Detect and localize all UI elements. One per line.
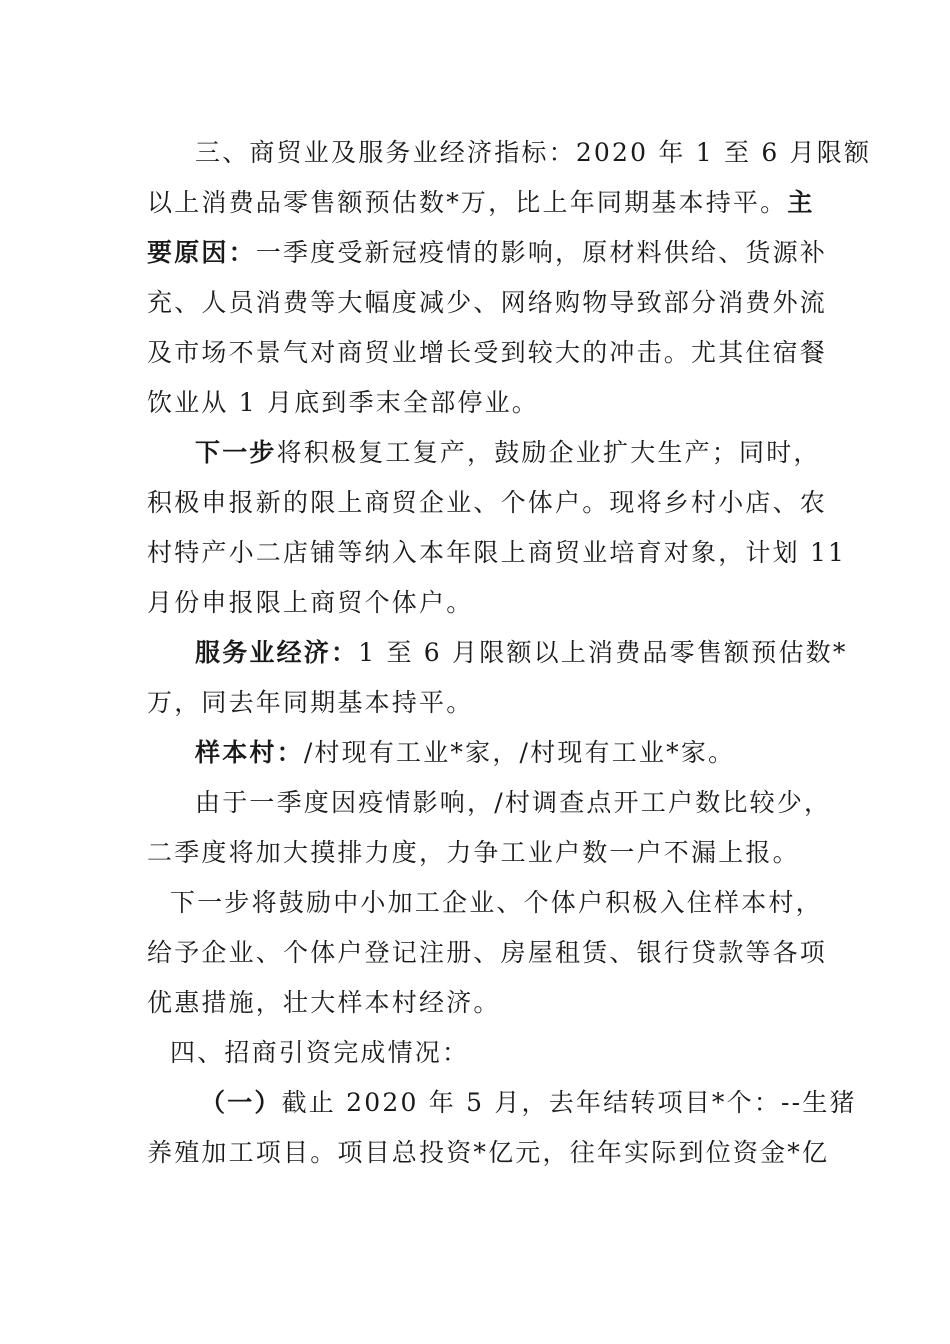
paragraph-line: 月份申报限上商贸个体户。 (147, 588, 474, 617)
bold-span: 服务业经济： (195, 638, 359, 667)
section-heading: 三、商贸业及服务业经济指标： (195, 138, 576, 167)
paragraph-line: 给予企业、个体户登记注册、房屋租赁、银行贷款等各项 (147, 938, 828, 967)
paragraph-line: 二季度将加大摸排力度，力争工业户数一户不漏上报。 (147, 838, 800, 867)
bold-span: 要原因： (147, 238, 256, 267)
section-heading: 四、招商引资完成情况： (170, 1038, 470, 1067)
paragraph-line (195, 136, 871, 170)
paragraph-line: 充、人员消费等大幅度减少、网络购物导致部分消费外流 (147, 288, 828, 317)
paragraph-line (147, 186, 815, 220)
paragraph-line: 由于一季度因疫情影响，/村调查点开工户数比较少， (195, 788, 832, 817)
paragraph-line (200, 1086, 857, 1120)
bold-span: 下一步 (195, 438, 277, 467)
paragraph-line: 积极申报新的限上商贸企业、个体户。现将乡村小店、农 (147, 488, 828, 517)
paragraph-line: 万，同去年同期基本持平。 (147, 688, 474, 717)
paragraph-line: 养殖加工项目。项目总投资*亿元，往年实际到位资金*亿 (147, 1138, 830, 1167)
paragraph-line (195, 636, 848, 670)
text-span: 截止 2020 年 5 月，去年结转项目*个：--生猪 (281, 1088, 857, 1117)
text-span: 2020 年 1 至 6 月限额 (575, 138, 872, 167)
text-span: 以上消费品零售额预估数*万，比上年同期基本持平。 (147, 188, 788, 217)
bold-span: 样本村： (195, 738, 304, 767)
paragraph-line: 村特产小二店铺等纳入本年限上商贸业培育对象，计划 11 (147, 538, 847, 567)
text-span: /村现有工业*家，/村现有工业*家。 (303, 738, 736, 767)
paragraph-line: 及市场不景气对商贸业增长受到较大的冲击。尤其住宿餐 (147, 338, 828, 367)
paragraph-line: 饮业从 1 月底到季末全部停业。 (147, 388, 540, 417)
paragraph-line: 下一步将鼓励中小加工企业、个体户积极入住样本村， (170, 888, 823, 917)
text-span: 将积极复工复产，鼓励企业扩大生产；同时， (276, 438, 821, 467)
paragraph-line: 优惠措施，壮大样本村经济。 (147, 988, 501, 1017)
paragraph-line (195, 436, 821, 470)
paragraph-line (147, 236, 827, 270)
bold-span: 主 (787, 188, 815, 217)
text-span: 1 至 6 月限额以上消费品零售额预估数* (358, 638, 848, 667)
paragraph-line (195, 736, 735, 770)
text-span: 一季度受新冠疫情的影响，原材料供给、货源补 (255, 238, 828, 267)
bold-span: （一） (200, 1088, 282, 1117)
